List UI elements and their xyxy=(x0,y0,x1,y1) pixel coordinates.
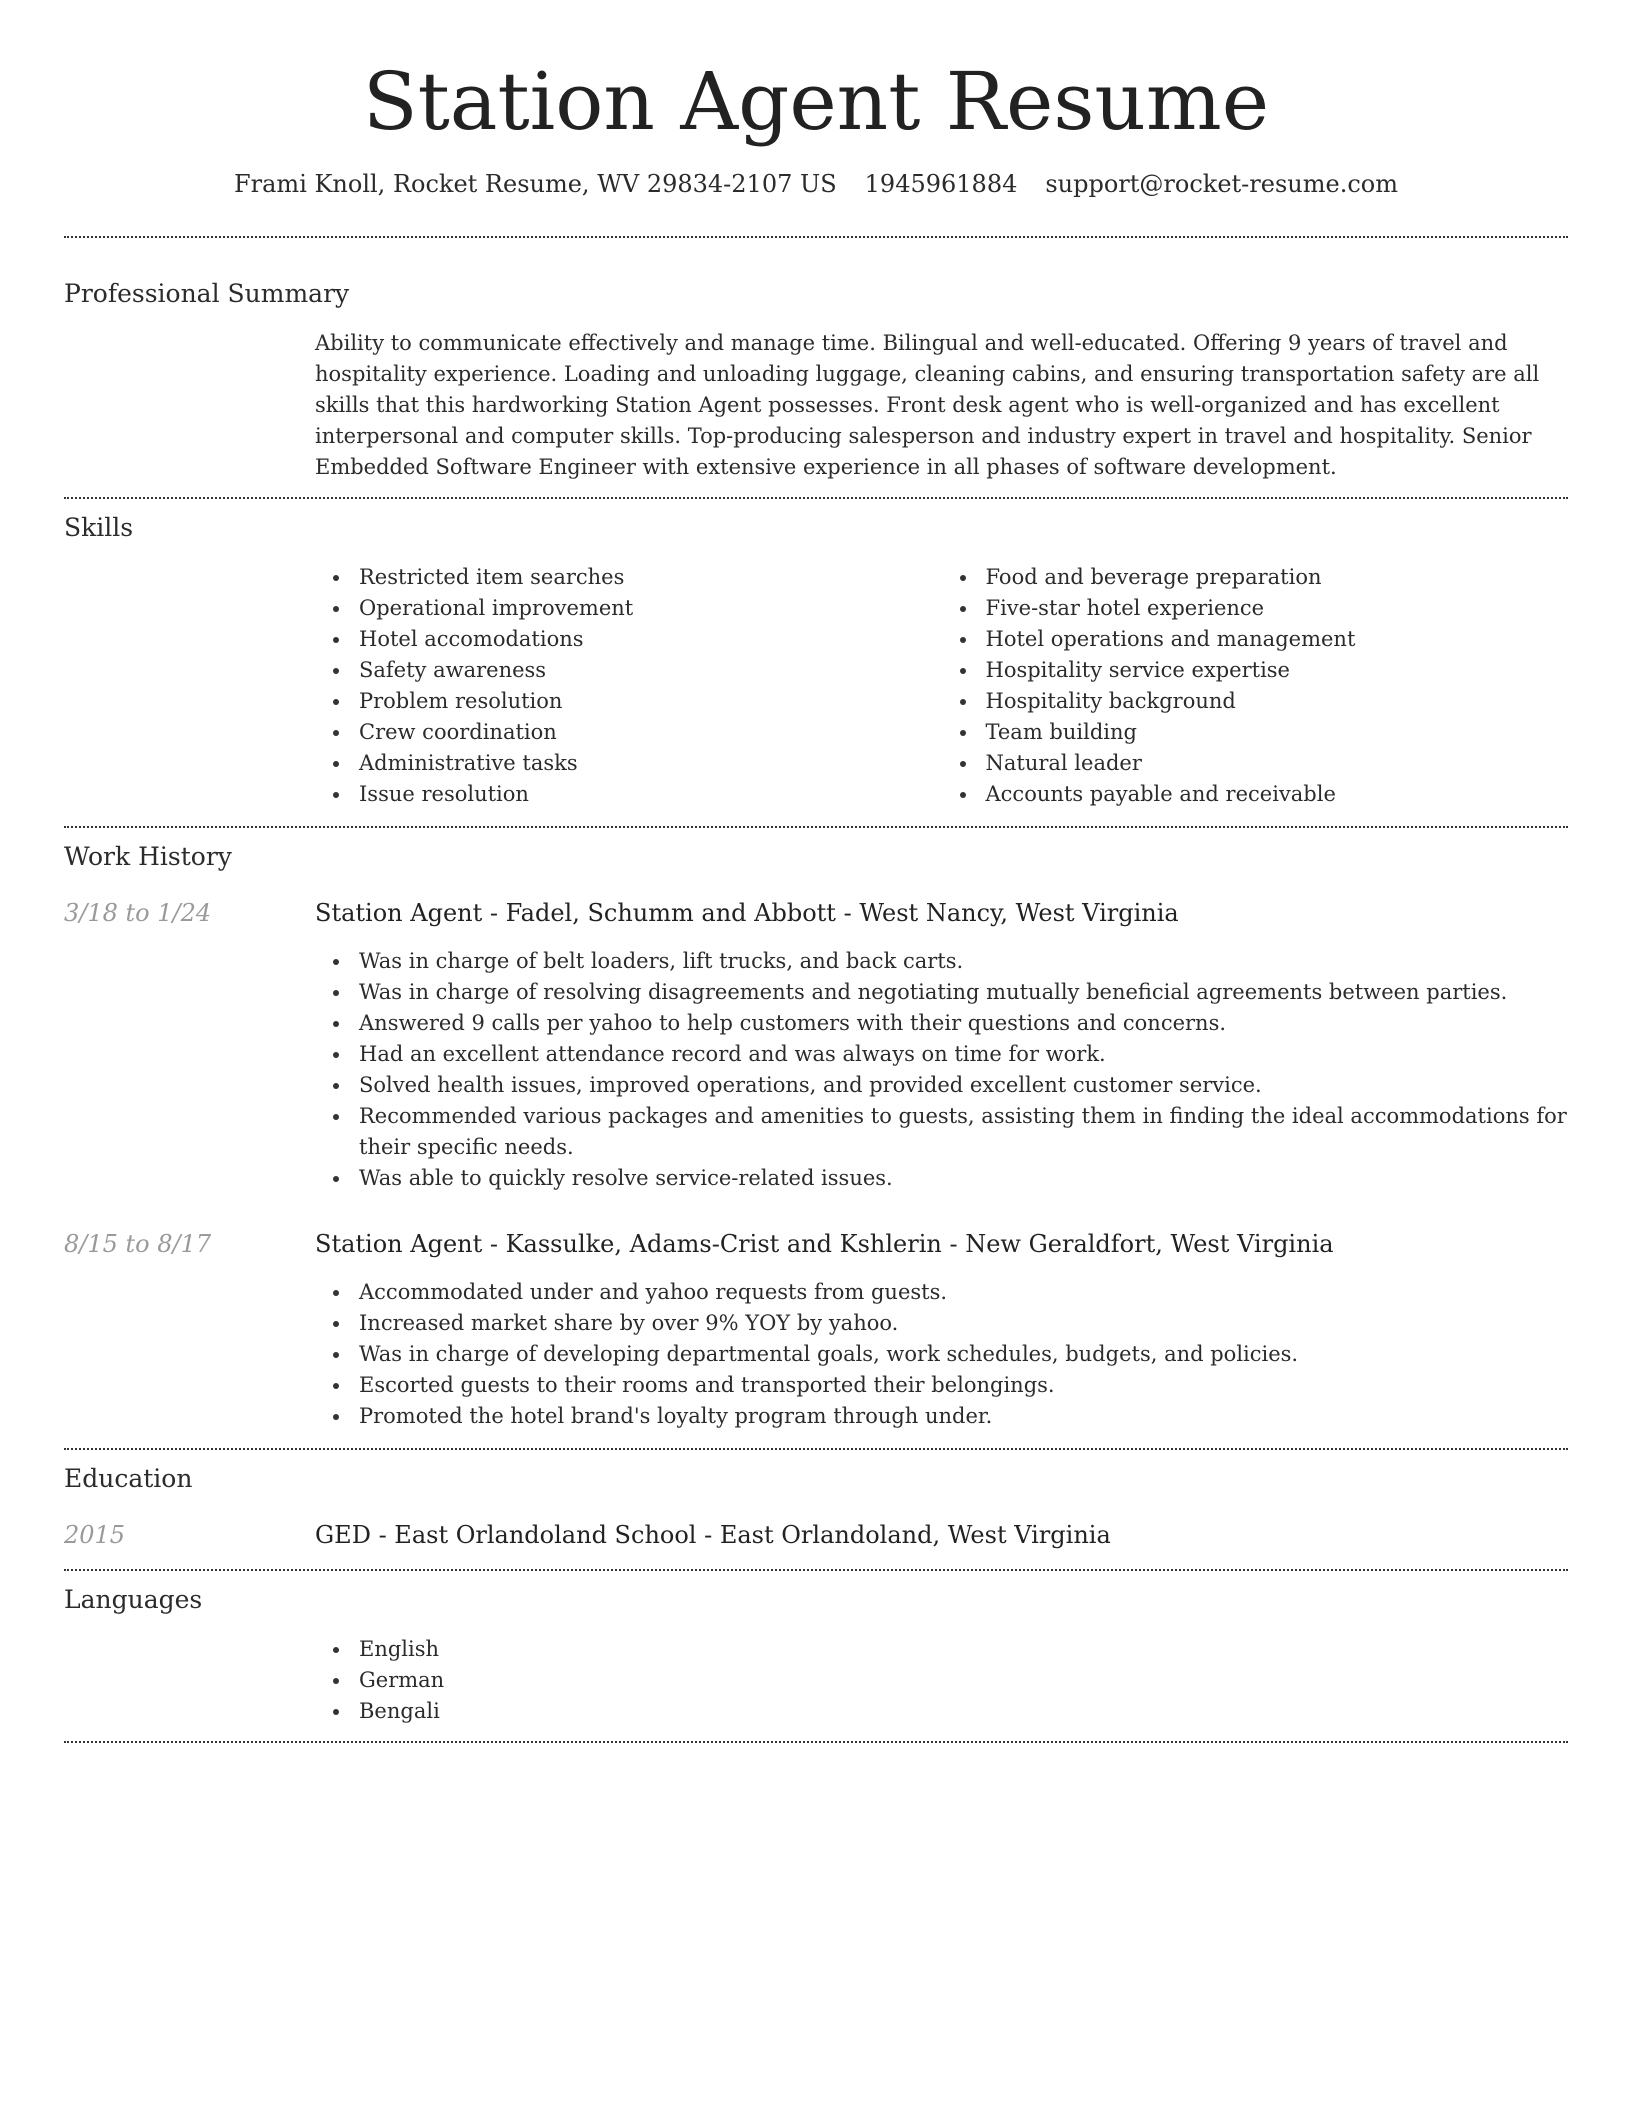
summary-left-spacer xyxy=(64,328,315,483)
resume-title: Station Agent Resume xyxy=(362,55,1270,148)
contact-address: Frami Knoll, Rocket Resume, WV 29834-2107 US xyxy=(234,170,837,198)
skills-heading: Skills xyxy=(64,513,134,542)
job-bullets xyxy=(315,1277,1568,1432)
skills-row xyxy=(64,562,1568,810)
job-dates: 8/15 to 8/17 xyxy=(64,1230,212,1258)
contact-phone: 1945961884 xyxy=(864,170,1018,198)
summary-heading: Professional Summary xyxy=(64,279,350,308)
skill-item: Hospitality service expertise xyxy=(986,655,1569,686)
divider xyxy=(64,236,1568,238)
job-body xyxy=(315,1228,1568,1432)
language-item: English xyxy=(359,1634,1568,1665)
job-bullet: Increased market share by over 9% YOY by yahoo. xyxy=(359,1308,1568,1339)
divider xyxy=(64,1569,1568,1571)
languages-heading: Languages xyxy=(64,1585,203,1614)
skill-item: Problem resolution xyxy=(359,686,942,717)
education-title: GED - East Orlandoland School - East Orlandoland, West Virginia xyxy=(315,1521,1111,1549)
work-heading: Work History xyxy=(64,842,232,871)
job-bullet: Accommodated under and yahoo requests from guests. xyxy=(359,1277,1568,1308)
languages-left-spacer xyxy=(64,1634,315,1727)
skills-list-left xyxy=(315,562,942,810)
job-entry xyxy=(64,897,1568,1194)
languages-row xyxy=(64,1634,1568,1727)
job-dates: 3/18 to 1/24 xyxy=(64,899,212,927)
languages-list xyxy=(315,1634,1568,1727)
skill-item: Team building xyxy=(986,717,1569,748)
job-title: Station Agent - Fadel, Schumm and Abbott - West Nancy, West Virginia xyxy=(315,899,1179,927)
education-entry xyxy=(64,1519,1568,1551)
job-bullet: Was in charge of developing departmental goals, work schedules, budgets, and policies. xyxy=(359,1339,1568,1370)
skills-left-spacer xyxy=(64,562,315,810)
language-item: German xyxy=(359,1665,1568,1696)
language-item: Bengali xyxy=(359,1696,1568,1727)
skill-item: Restricted item searches xyxy=(359,562,942,593)
job-bullet: Was able to quickly resolve service-related issues. xyxy=(359,1163,1568,1194)
divider xyxy=(64,826,1568,828)
skill-item: Food and beverage preparation xyxy=(986,562,1569,593)
contact-line xyxy=(64,168,1568,200)
job-bullet: Was in charge of belt loaders, lift trucks, and back carts. xyxy=(359,946,1568,977)
education-heading: Education xyxy=(64,1464,193,1493)
job-bullet: Promoted the hotel brand's loyalty program through under. xyxy=(359,1401,1568,1432)
divider xyxy=(64,1448,1568,1450)
skill-item: Safety awareness xyxy=(359,655,942,686)
summary-text: Ability to communicate effectively and manage time. Bilingual and well-educated. Offering 9 years of travel and hospitality experience. Loading and unloading luggage, cleaning cabins, and ensuring transportation safety are all skills that this hardworking Station Agent possesses. Front desk agent who is well-organized and has excellent interpersonal and computer skills. Top-producing salesperson and industry expert in travel and hospitality. Senior Embedded Software Engineer with extensive experience in all phases of software development. xyxy=(315,331,1540,479)
summary-row xyxy=(64,328,1568,483)
job-bullets xyxy=(315,946,1568,1194)
education-year: 2015 xyxy=(64,1521,126,1549)
contact-email: support@rocket-resume.com xyxy=(1045,170,1398,198)
skill-item: Natural leader xyxy=(986,748,1569,779)
skill-item: Issue resolution xyxy=(359,779,942,810)
skill-item: Hotel accomodations xyxy=(359,624,942,655)
job-title: Station Agent - Kassulke, Adams-Crist and Kshlerin - New Geraldfort, West Virginia xyxy=(315,1230,1334,1258)
skill-item: Administrative tasks xyxy=(359,748,942,779)
job-entry xyxy=(64,1228,1568,1432)
job-bullet: Escorted guests to their rooms and transported their belongings. xyxy=(359,1370,1568,1401)
skill-item: Crew coordination xyxy=(359,717,942,748)
job-bullet: Recommended various packages and amenities to guests, assisting them in finding the ideal accommodations for their specific needs. xyxy=(359,1101,1568,1163)
job-bullet: Answered 9 calls per yahoo to help customers with their questions and concerns. xyxy=(359,1008,1568,1039)
skills-list-right xyxy=(942,562,1569,810)
job-body xyxy=(315,897,1568,1194)
skill-item: Operational improvement xyxy=(359,593,942,624)
skill-item: Five-star hotel experience xyxy=(986,593,1569,624)
skills-grid xyxy=(315,562,1568,810)
skill-item: Hotel operations and management xyxy=(986,624,1569,655)
skill-item: Accounts payable and receivable xyxy=(986,779,1569,810)
languages-body xyxy=(315,1634,1568,1727)
divider xyxy=(64,497,1568,499)
resume-page xyxy=(64,0,1568,1743)
divider xyxy=(64,1741,1568,1743)
job-bullet: Was in charge of resolving disagreements and negotiating mutually beneficial agreements between parties. xyxy=(359,977,1568,1008)
skill-item: Hospitality background xyxy=(986,686,1569,717)
job-bullet: Solved health issues, improved operations, and provided excellent customer service. xyxy=(359,1070,1568,1101)
job-bullet: Had an excellent attendance record and was always on time for work. xyxy=(359,1039,1568,1070)
